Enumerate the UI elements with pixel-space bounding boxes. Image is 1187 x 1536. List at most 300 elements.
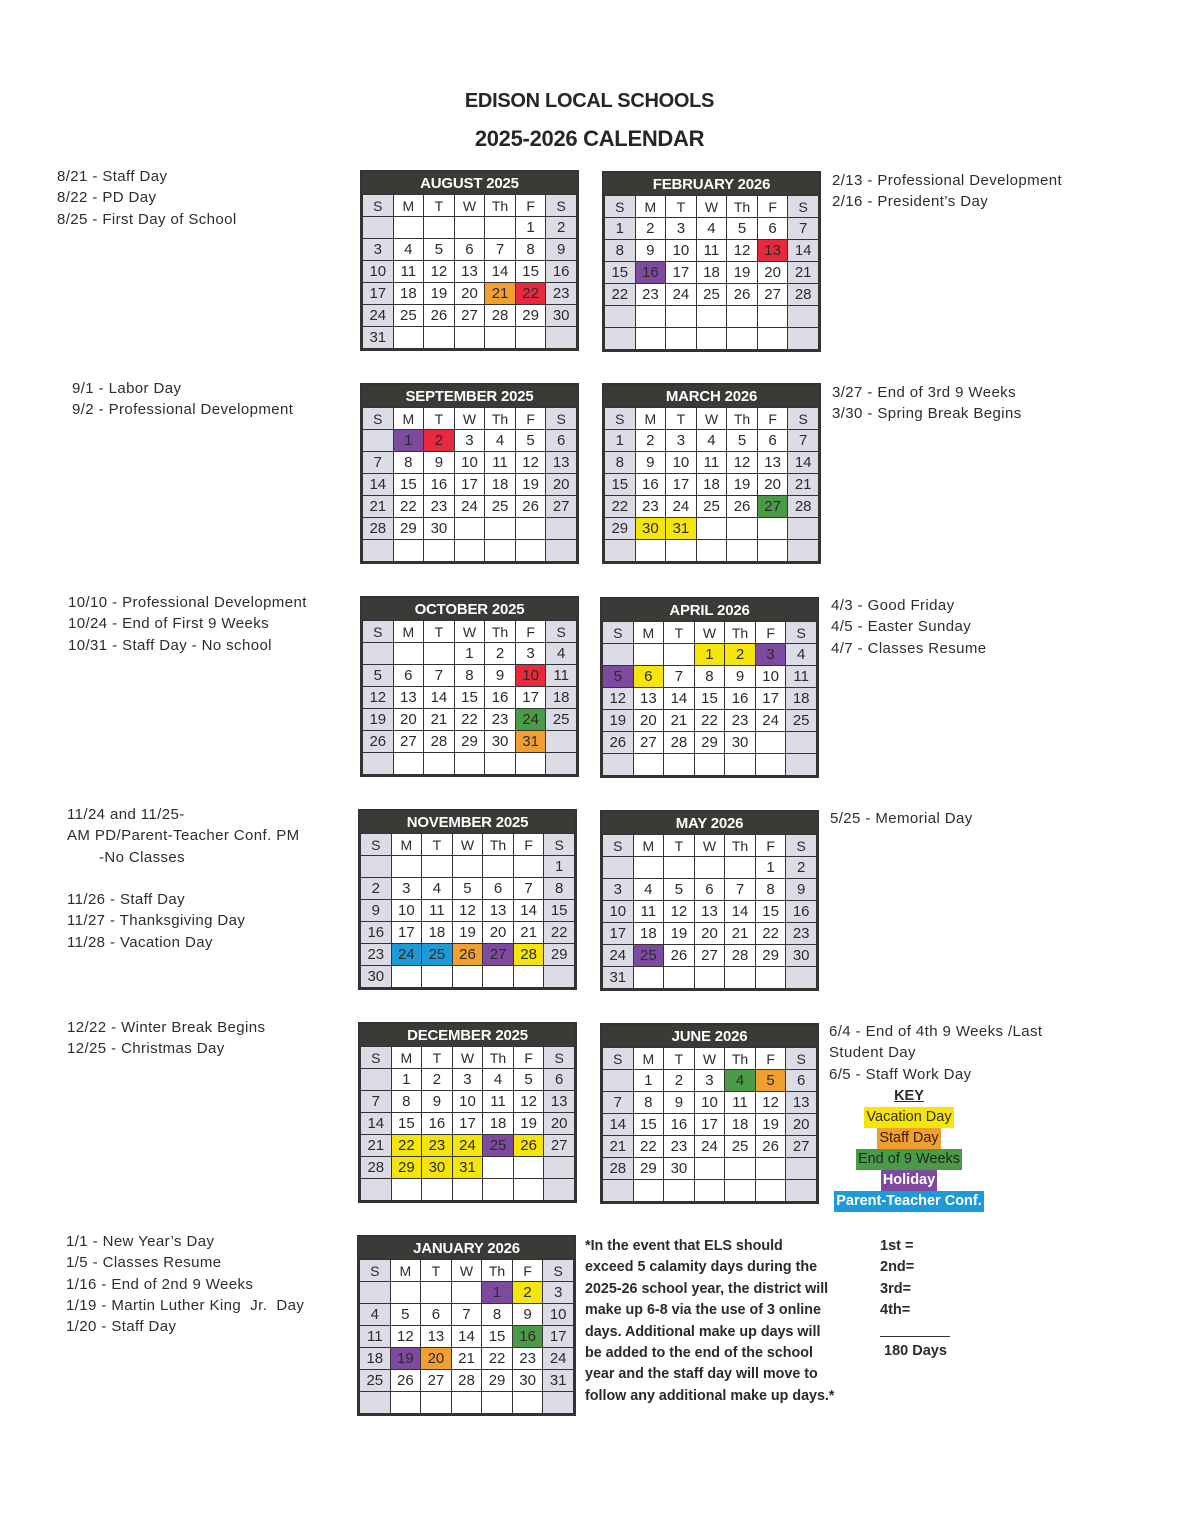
calendar-title: 2025-2026 CALENDAR [474, 126, 705, 151]
day-cell: 28 [363, 518, 394, 540]
empty-day-cell [391, 1179, 422, 1201]
weekday-label: S [786, 1048, 817, 1070]
empty-day-cell [666, 306, 697, 328]
day-cell: 27 [454, 305, 485, 327]
weekday-label: Th [725, 1048, 756, 1070]
quarter-line: 2nd= [880, 1259, 915, 1276]
quarter-line: 3rd= [880, 1280, 912, 1297]
empty-day-cell [633, 754, 664, 776]
day-cell: 30 [361, 966, 392, 988]
event-note: 6/4 - End of 4th 9 Weeks /Last [829, 1023, 1043, 1040]
day-cell: 17 [666, 474, 697, 496]
month-calendar-dec [358, 1022, 577, 1203]
event-note: 11/24 and 11/25- [67, 806, 185, 823]
day-cell: 1 [544, 856, 575, 878]
day-cell: 7 [788, 218, 819, 240]
quarter-line: 1st = [880, 1238, 914, 1254]
empty-day-cell [485, 753, 516, 775]
event-note: 6/5 - Staff Work Day [829, 1065, 972, 1083]
event-note: 1/16 - End of 2nd 9 Weeks [66, 1275, 254, 1293]
weekday-label: S [788, 196, 819, 218]
empty-day-cell [452, 856, 483, 878]
month-calendar-aug [360, 170, 579, 351]
day-cell: 18 [696, 262, 727, 284]
day-cell: 30 [424, 518, 455, 540]
weekday-label: S [786, 622, 817, 644]
month-calendar-jan [357, 1235, 576, 1416]
day-cell: 25 [633, 945, 664, 967]
day-cell: 20 [454, 283, 485, 305]
event-notes-nov-notes [67, 804, 300, 953]
day-cell: 4 [786, 644, 817, 666]
empty-day-cell [391, 966, 422, 988]
calamity-days-footnote: *In the event that ELS should exceed 5 calamity days during the 2025-26 school year, the district will make up 6-8 via the use of 3 online days. Additional make up days will be added to the end of the school year and the staff day will move to follow any additional make up days.* [585, 1238, 835, 1404]
day-cell: 1 [391, 1069, 422, 1091]
day-cell: 10 [363, 261, 394, 283]
event-note: 8/22 - PD Day [57, 189, 157, 207]
day-cell: 9 [422, 1091, 453, 1113]
day-cell: 10 [515, 665, 546, 687]
day-cell: 21 [725, 923, 756, 945]
day-cell: 29 [755, 945, 786, 967]
day-cell: 22 [605, 496, 636, 518]
empty-day-cell [361, 1179, 392, 1201]
day-cell: 14 [451, 1326, 482, 1348]
day-cell: 16 [485, 687, 516, 709]
day-cell: 30 [422, 1157, 453, 1179]
weekday-label: W [694, 835, 725, 857]
weekday-label: M [633, 1048, 664, 1070]
day-cell: 5 [424, 239, 455, 261]
event-notes-oct-notes [68, 592, 307, 656]
day-cell: 8 [633, 1092, 664, 1114]
day-cell: 18 [546, 687, 577, 709]
empty-day-cell [633, 967, 664, 989]
event-notes-feb-notes [832, 170, 1062, 213]
day-cell: 7 [513, 878, 544, 900]
weekday-label: S [546, 195, 577, 217]
day-cell: 1 [605, 218, 636, 240]
day-cell: 16 [635, 262, 666, 284]
empty-day-cell [361, 856, 392, 878]
empty-day-cell [664, 754, 695, 776]
empty-day-cell [515, 753, 546, 775]
day-cell: 2 [786, 857, 817, 879]
day-cell: 14 [788, 452, 819, 474]
day-cell: 11 [422, 900, 453, 922]
key-item-end-of-9-weeks: End of 9 Weeks [856, 1149, 962, 1170]
day-cell: 15 [454, 687, 485, 709]
empty-day-cell [483, 1157, 514, 1179]
day-cell: 4 [696, 430, 727, 452]
day-cell: 24 [391, 944, 422, 966]
day-cell: 10 [666, 240, 697, 262]
weekday-label: M [393, 408, 424, 430]
day-cell: 21 [424, 709, 455, 731]
day-cell: 28 [424, 731, 455, 753]
day-cell: 22 [515, 283, 546, 305]
event-note: AM PD/Parent-Teacher Conf. PM [67, 827, 300, 845]
event-note: 1/20 - Staff Day [66, 1318, 177, 1336]
day-cell: 7 [424, 665, 455, 687]
empty-day-cell [485, 518, 516, 540]
day-cell: 3 [454, 430, 485, 452]
day-cell: 1 [605, 430, 636, 452]
day-cell: 25 [546, 709, 577, 731]
day-cell: 15 [755, 901, 786, 923]
day-cell: 23 [361, 944, 392, 966]
weekday-label: S [544, 1047, 575, 1069]
day-cell: 29 [393, 518, 424, 540]
event-note: 3/27 - End of 3rd 9 Weeks [832, 384, 1016, 401]
empty-day-cell [361, 1069, 392, 1091]
day-cell: 5 [452, 878, 483, 900]
day-cell: 14 [361, 1113, 392, 1135]
weekday-label: T [422, 834, 453, 856]
day-cell: 2 [424, 430, 455, 452]
day-cell: 28 [513, 944, 544, 966]
event-note: 9/1 - Labor Day [72, 380, 182, 397]
day-cell: 20 [393, 709, 424, 731]
empty-day-cell [483, 856, 514, 878]
day-cell: 11 [393, 261, 424, 283]
event-note: 9/2 - Professional Development [72, 401, 294, 419]
empty-day-cell [603, 1180, 634, 1202]
day-cell: 27 [421, 1370, 452, 1392]
empty-day-cell [393, 643, 424, 665]
event-note: -No Classes [67, 848, 186, 866]
day-cell: 19 [755, 1114, 786, 1136]
month-title: JUNE 2026 [602, 1025, 817, 1047]
day-cell: 15 [391, 1113, 422, 1135]
day-cell: 13 [393, 687, 424, 709]
empty-day-cell [422, 1179, 453, 1201]
day-cell: 26 [424, 305, 455, 327]
day-cell: 30 [635, 518, 666, 540]
empty-day-cell [633, 644, 664, 666]
day-cell: 19 [513, 1113, 544, 1135]
day-cell: 22 [605, 284, 636, 306]
day-cell: 23 [664, 1136, 695, 1158]
day-cell: 26 [727, 284, 758, 306]
district-name: EDISON LOCAL SCHOOLS [464, 90, 715, 112]
event-note: 12/25 - Christmas Day [67, 1040, 225, 1058]
day-cell: 13 [757, 240, 788, 262]
day-cell: 23 [635, 284, 666, 306]
empty-day-cell [755, 754, 786, 776]
day-cell: 12 [424, 261, 455, 283]
day-cell: 7 [725, 879, 756, 901]
month-title: OCTOBER 2025 [362, 598, 577, 620]
day-cell: 25 [725, 1136, 756, 1158]
empty-day-cell [546, 327, 577, 349]
weekday-label: S [786, 835, 817, 857]
day-cell: 19 [515, 474, 546, 496]
day-cell: 19 [390, 1348, 421, 1370]
day-cell: 3 [603, 879, 634, 901]
day-cell: 15 [605, 474, 636, 496]
empty-day-cell [725, 857, 756, 879]
event-note: 12/22 - Winter Break Begins [67, 1019, 266, 1036]
day-cell: 20 [757, 474, 788, 496]
empty-day-cell [664, 1180, 695, 1202]
day-cell: 3 [755, 644, 786, 666]
day-cell: 15 [515, 261, 546, 283]
weekday-label: S [361, 1047, 392, 1069]
weekday-label: Th [727, 196, 758, 218]
weekday-label: T [424, 195, 455, 217]
weekday-label: S [543, 1260, 574, 1282]
empty-day-cell [696, 518, 727, 540]
key-item-vacation-day: Vacation Day [864, 1107, 953, 1128]
weekday-label: W [452, 1047, 483, 1069]
day-cell: 22 [454, 709, 485, 731]
day-cell: 23 [546, 283, 577, 305]
day-cell: 19 [727, 262, 758, 284]
event-notes-jun-notes [829, 1021, 1043, 1085]
empty-day-cell [513, 1179, 544, 1201]
day-cell: 8 [515, 239, 546, 261]
month-title: MARCH 2026 [604, 385, 819, 407]
day-cell: 17 [666, 262, 697, 284]
empty-day-cell [696, 328, 727, 350]
day-cell: 23 [725, 710, 756, 732]
weekday-label: T [424, 621, 455, 643]
empty-day-cell [390, 1282, 421, 1304]
day-cell: 24 [454, 496, 485, 518]
day-cell: 10 [666, 452, 697, 474]
day-cell: 19 [424, 283, 455, 305]
day-cell: 8 [393, 452, 424, 474]
empty-day-cell [485, 327, 516, 349]
day-cell: 17 [363, 283, 394, 305]
weekday-label: S [605, 196, 636, 218]
day-cell: 22 [391, 1135, 422, 1157]
day-cell: 4 [360, 1304, 391, 1326]
weekday-label: T [664, 622, 695, 644]
weekday-label: S [363, 195, 394, 217]
day-cell: 21 [485, 283, 516, 305]
day-cell: 4 [696, 218, 727, 240]
month-calendar-sep [360, 383, 579, 564]
empty-day-cell [696, 306, 727, 328]
empty-day-cell [757, 540, 788, 562]
event-note: 11/26 - Staff Day [67, 891, 185, 909]
day-cell: 14 [603, 1114, 634, 1136]
weekday-label: F [515, 621, 546, 643]
weekday-label: M [391, 834, 422, 856]
day-cell: 14 [363, 474, 394, 496]
weekday-label: T [664, 1048, 695, 1070]
day-cell: 15 [544, 900, 575, 922]
event-note: 4/7 - Classes Resume [831, 639, 987, 657]
empty-day-cell [546, 753, 577, 775]
empty-day-cell [635, 540, 666, 562]
empty-day-cell [513, 856, 544, 878]
day-cell: 23 [635, 496, 666, 518]
day-cell: 10 [454, 452, 485, 474]
day-cell: 18 [360, 1348, 391, 1370]
day-cell: 28 [603, 1158, 634, 1180]
day-cell: 11 [546, 665, 577, 687]
day-cell: 6 [421, 1304, 452, 1326]
weekday-label: S [605, 408, 636, 430]
total-days: 180 Days [884, 1342, 947, 1359]
day-cell: 6 [633, 666, 664, 688]
day-cell: 24 [755, 710, 786, 732]
day-cell: 11 [786, 666, 817, 688]
empty-day-cell [727, 306, 758, 328]
empty-day-cell [390, 1392, 421, 1414]
day-cell: 4 [725, 1070, 756, 1092]
weekday-label: T [664, 835, 695, 857]
day-cell: 9 [485, 665, 516, 687]
day-cell: 5 [755, 1070, 786, 1092]
empty-day-cell [454, 518, 485, 540]
event-notes-apr-notes [831, 595, 987, 659]
day-cell: 11 [360, 1326, 391, 1348]
month-title: APRIL 2026 [602, 599, 817, 621]
empty-day-cell [605, 306, 636, 328]
empty-day-cell [725, 1158, 756, 1180]
empty-day-cell [483, 966, 514, 988]
day-cell: 9 [664, 1092, 695, 1114]
event-note: 11/28 - Vacation Day [67, 933, 213, 951]
weekday-label: F [513, 834, 544, 856]
day-cell: 11 [633, 901, 664, 923]
empty-day-cell [633, 857, 664, 879]
empty-day-cell [603, 857, 634, 879]
day-cell: 8 [605, 240, 636, 262]
weekday-label: W [696, 408, 727, 430]
day-cell: 3 [515, 643, 546, 665]
event-note: 10/24 - End of First 9 Weeks [68, 615, 270, 633]
weekday-label: F [757, 408, 788, 430]
empty-day-cell [786, 967, 817, 989]
month-title: AUGUST 2025 [362, 172, 577, 194]
day-cell: 24 [363, 305, 394, 327]
day-cell: 16 [422, 1113, 453, 1135]
empty-day-cell [451, 1392, 482, 1414]
day-cell: 16 [635, 474, 666, 496]
day-cell: 16 [546, 261, 577, 283]
empty-day-cell [454, 217, 485, 239]
day-cell: 5 [603, 666, 634, 688]
day-cell: 8 [605, 452, 636, 474]
empty-day-cell [788, 306, 819, 328]
month-calendar-may [600, 810, 819, 991]
weekday-label: Th [725, 622, 756, 644]
day-cell: 20 [694, 923, 725, 945]
empty-day-cell [694, 1158, 725, 1180]
day-cell: 27 [694, 945, 725, 967]
day-cell: 9 [635, 452, 666, 474]
day-cell: 20 [757, 262, 788, 284]
empty-day-cell [452, 966, 483, 988]
day-cell: 4 [422, 878, 453, 900]
weekday-label: S [361, 834, 392, 856]
day-cell: 24 [603, 945, 634, 967]
empty-day-cell [424, 540, 455, 562]
weekday-label: S [546, 621, 577, 643]
day-cell: 10 [603, 901, 634, 923]
weekday-label: W [454, 621, 485, 643]
day-cell: 26 [513, 1135, 544, 1157]
empty-day-cell [755, 1180, 786, 1202]
event-note: 11/27 - Thanksgiving Day [67, 912, 246, 930]
day-cell: 17 [515, 687, 546, 709]
day-cell: 22 [544, 922, 575, 944]
key-item-parent-teacher-conf: Parent-Teacher Conf. [834, 1191, 984, 1212]
day-cell: 30 [485, 731, 516, 753]
empty-day-cell [755, 967, 786, 989]
day-cell: 16 [361, 922, 392, 944]
day-cell: 23 [422, 1135, 453, 1157]
day-cell: 16 [786, 901, 817, 923]
day-cell: 19 [664, 923, 695, 945]
total-divider [880, 1336, 950, 1337]
day-cell: 29 [515, 305, 546, 327]
weekday-label: Th [725, 835, 756, 857]
day-cell: 18 [485, 474, 516, 496]
empty-day-cell [360, 1282, 391, 1304]
day-cell: 16 [512, 1326, 543, 1348]
weekday-label: F [755, 835, 786, 857]
month-title: DECEMBER 2025 [360, 1024, 575, 1046]
day-cell: 24 [543, 1348, 574, 1370]
empty-day-cell [393, 217, 424, 239]
day-cell: 2 [361, 878, 392, 900]
empty-day-cell [603, 1070, 634, 1092]
day-cell: 12 [603, 688, 634, 710]
empty-day-cell [543, 1392, 574, 1414]
day-cell: 6 [483, 878, 514, 900]
day-cell: 20 [421, 1348, 452, 1370]
empty-day-cell [633, 1180, 664, 1202]
day-cell: 14 [725, 901, 756, 923]
day-cell: 1 [515, 217, 546, 239]
day-cell: 31 [666, 518, 697, 540]
empty-day-cell [454, 753, 485, 775]
day-cell: 17 [391, 922, 422, 944]
day-cell: 6 [786, 1070, 817, 1092]
day-cell: 21 [664, 710, 695, 732]
day-cell: 18 [725, 1114, 756, 1136]
day-cell: 23 [485, 709, 516, 731]
event-note: 2/16 - President’s Day [832, 193, 989, 211]
day-cell: 26 [727, 496, 758, 518]
day-cell: 4 [485, 430, 516, 452]
empty-day-cell [694, 857, 725, 879]
empty-day-cell [786, 732, 817, 754]
day-cell: 26 [363, 731, 394, 753]
day-cell: 25 [360, 1370, 391, 1392]
empty-day-cell [393, 753, 424, 775]
day-cell: 9 [786, 879, 817, 901]
day-cell: 25 [485, 496, 516, 518]
day-cell: 21 [361, 1135, 392, 1157]
day-cell: 1 [694, 644, 725, 666]
day-cell: 12 [755, 1092, 786, 1114]
weekday-label: S [788, 408, 819, 430]
day-cell: 8 [755, 879, 786, 901]
empty-day-cell [694, 1180, 725, 1202]
weekday-label: M [633, 622, 664, 644]
day-cell: 18 [483, 1113, 514, 1135]
day-cell: 9 [635, 240, 666, 262]
day-cell: 3 [694, 1070, 725, 1092]
day-cell: 1 [755, 857, 786, 879]
